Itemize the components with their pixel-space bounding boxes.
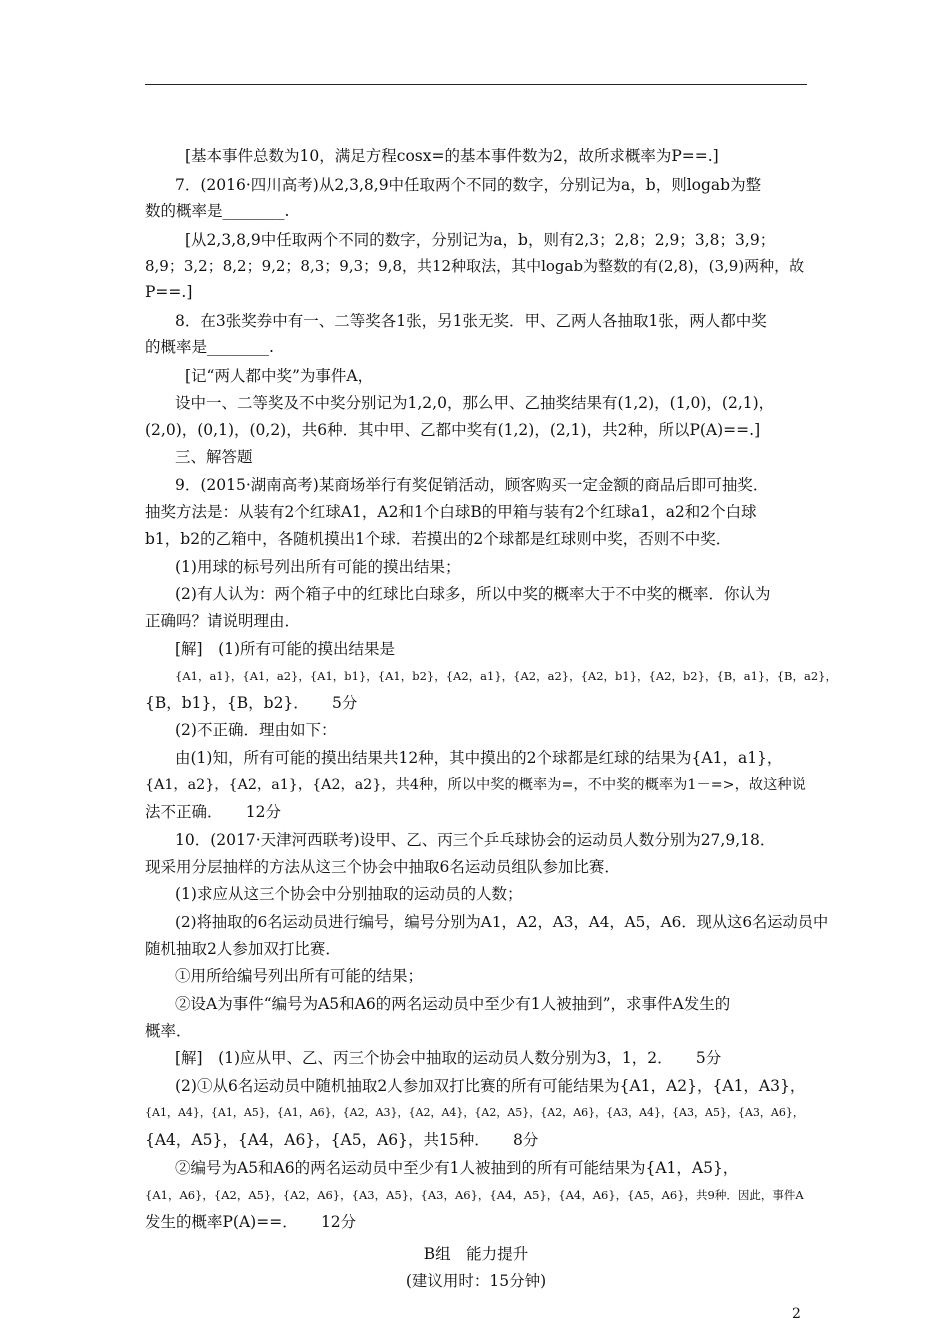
- text-line: {A1，a2}，{A2，a1}，{A2，a2}，共4种，所以中奖的概率为=，不中奖的概率为1－=>，故这种说: [145, 777, 806, 793]
- text-line: 发生的概率P(A)==． 12分: [145, 1213, 357, 1231]
- text-line: b1，b2的乙箱中，各随机摸出1个球．若摸出的2个球都是红球则中奖，否则不中奖．: [145, 530, 732, 548]
- text-line: 法不正确． 12分: [145, 803, 281, 821]
- text-line: (1)求应从这三个协会中分别抽取的运动员的人数；: [175, 885, 523, 903]
- text-line: [基本事件总数为10，满足方程cosx=的基本事件数为2，故所求概率为P==.]: [185, 147, 719, 165]
- text-line: (2)将抽取的6名运动员进行编号，编号分别为A1，A2，A3，A4，A5，A6．现从这6名运动员中: [175, 913, 829, 931]
- question-8: 8．在3张奖券中有一、二等奖各1张，另1张无奖．甲、乙两人各抽取1张，两人都中奖: [175, 312, 767, 330]
- text-line: 正确吗？请说明理由．: [145, 612, 301, 630]
- text-line: 现采用分层抽样的方法从这三个协会中抽取6名运动员组队参加比赛．: [145, 858, 620, 876]
- solution-10: [解] (1)应从甲、乙、丙三个协会中抽取的运动员人数分别为3，1，2． 5分: [175, 1049, 722, 1067]
- text-line: ①用所给编号列出所有可能的结果；: [175, 967, 424, 985]
- text-line: (1)用球的标号列出所有可能的摸出结果；: [175, 558, 461, 576]
- text-line: 随机抽取2人参加双打比赛．: [145, 940, 341, 958]
- solution-9: [解] (1)所有可能的摸出结果是: [175, 640, 396, 658]
- text-line: ②设A为事件“编号为A5和A6的两名运动员中至少有1人被抽到”，求事件A发生的: [175, 995, 731, 1013]
- text-line: {A1，A4}，{A1，A5}，{A1，A6}，{A2，A3}，{A2，A4}，{A2，A5}，{A2，A6}，{A3，A4}，{A3，A5}，{A3，A6}，: [145, 1106, 804, 1119]
- section-heading: 三、解答题: [175, 448, 253, 466]
- section-title: B组 能力提升: [423, 1245, 529, 1263]
- text-line: {B，b1}，{B，b2}． 5分: [145, 694, 358, 712]
- text-line: 由(1)知，所有可能的摸出结果共12种，其中摸出的2个球都是红球的结果为{A1，a1}，: [175, 749, 783, 767]
- text-line: P==.]: [145, 283, 193, 301]
- text-line: {A1，A6}，{A2，A5}，{A2，A6}，{A3，A5}，{A3，A6}，{A4，A5}，{A4，A6}，{A5，A6}，共9种．因此，事件A: [145, 1188, 804, 1202]
- section-subtitle: (建议用时：15分钟): [405, 1272, 547, 1290]
- question-7: 7．(2016·四川高考)从2,3,8,9中任取两个不同的数字，分别记为a，b，则logab为整: [175, 176, 762, 194]
- text-line: {A4，A5}，{A4，A6}，{A5，A6}，共15种． 8分: [145, 1131, 539, 1149]
- text-line: ②编号为A5和A6的两名运动员中至少有1人被抽到的所有可能结果为{A1，A5}，: [175, 1159, 739, 1177]
- text-line: (2)有人认为：两个箱子中的红球比白球多，所以中奖的概率大于不中奖的概率．你认为: [175, 585, 771, 603]
- text-line: [从2,3,8,9中任取两个不同的数字，分别记为a，b，则有2,3；2,8；2,9；3,8；3,9；: [185, 231, 776, 249]
- text-line: [记“两人都中奖”为事件A，: [185, 367, 374, 385]
- text-line: {A1，a1}，{A1，a2}，{A1，b1}，{A1，b2}，{A2，a1}，{A2，a2}，{A2，b1}，{A2，b2}，{B，a1}，{B，a2}，: [175, 669, 837, 683]
- text-line: (2)①从6名运动员中随机抽取2人参加双打比赛的所有可能结果为{A1，A2}，{A1，A3}，: [175, 1077, 806, 1095]
- text-line: 8,9；3,2；8,2；9,2；8,3；9,3；9,8，共12种取法，其中logab为整数的有(2,8)，(3,9)两种，故: [145, 257, 805, 275]
- text-line: 设中一、二等奖及不中奖分别记为1,2,0，那么甲、乙抽奖结果有(1,2)，(1,0)，(2,1)，: [175, 394, 775, 412]
- text-line: 数的概率是________.: [145, 202, 290, 220]
- text-line: 抽奖方法是：从装有2个红球A1，A2和1个白球B的甲箱与装有2个红球a1，a2和2个白球: [145, 503, 757, 521]
- page-number: 2: [792, 1306, 801, 1322]
- question-10: 10．(2017·天津河西联考)设甲、乙、丙三个乒乓球协会的运动员人数分别为27,9,18．: [175, 831, 776, 849]
- text-line: 的概率是________.: [145, 338, 274, 356]
- text-line: (2)不正确．理由如下：: [175, 721, 337, 739]
- question-9: 9．(2015·湖南高考)某商场举行有奖促销活动，顾客购买一定金额的商品后即可抽奖．: [175, 476, 769, 494]
- text-line: 概率．: [145, 1022, 192, 1040]
- text-line: (2,0)，(0,1)，(0,2)，共6种．其中甲、乙都中奖有(1,2)，(2,1)，共2种，所以P(A)==.]: [145, 421, 761, 439]
- header-rule: [145, 84, 807, 85]
